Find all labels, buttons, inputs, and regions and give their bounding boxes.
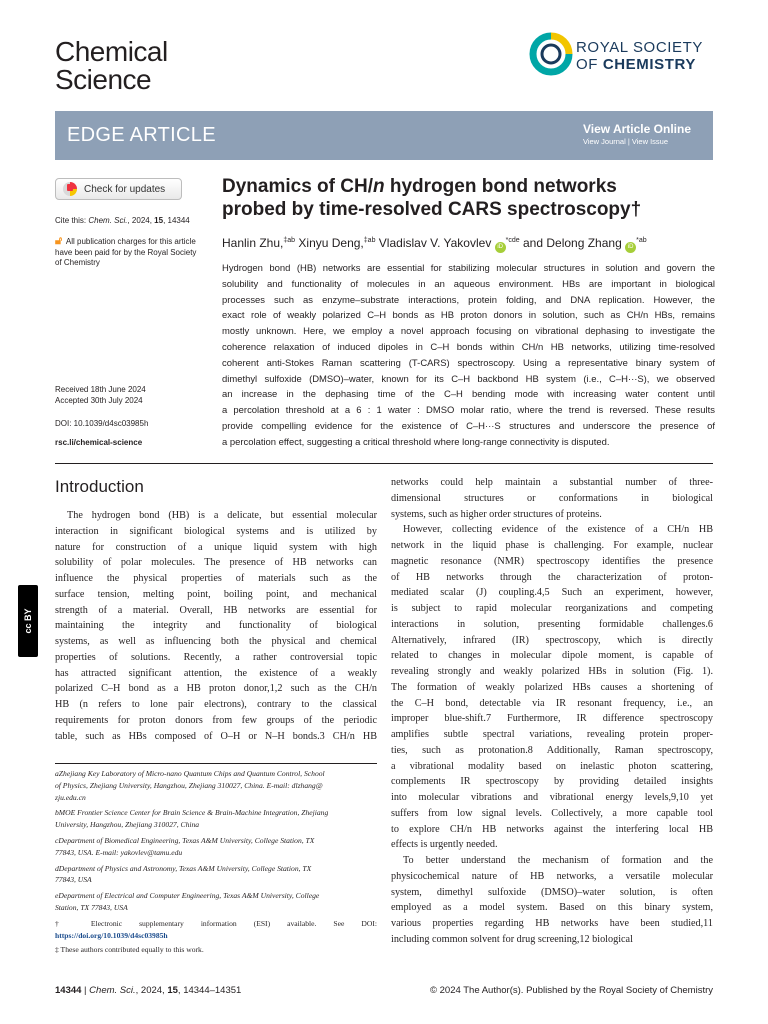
body-text-line: To better understand the mechanism of formation and the — [403, 855, 713, 866]
abstract-line: Hydrogen bond (HB) networks are essential for stabilizing molecular structures in solution and govern the — [222, 263, 715, 274]
footnote-esi — [55, 918, 377, 942]
author-3-affil: *cde — [505, 237, 520, 244]
journal-title — [55, 38, 168, 94]
body-text-line: The formation of weakly polarized HBs causes a shortening of — [391, 681, 713, 693]
abstract-line: a percolation effect, suggesting a critical threshold where long-range connectivity is disputed. — [222, 436, 610, 448]
footnote-affiliation-c — [55, 835, 377, 859]
body-text-line: complements IR spectroscopy by providing detailed insights — [391, 776, 713, 788]
footer-journal: Chem. Sci. — [89, 985, 136, 996]
abstract-line: mostly unknown. Here, we employ a novel approach focusing on vibrational dephasing to investigate the — [222, 326, 715, 338]
open-access-note — [55, 236, 215, 269]
abstract-line: a percolation threshold at a 6 : 1 water : DMSO molar ratio, where the trend is reversed. These results — [222, 405, 715, 417]
body-left-column — [55, 508, 377, 744]
article-type-label: EDGE ARTICLE — [67, 124, 216, 146]
cc-by-icon[interactable] — [18, 585, 38, 657]
orcid-icon[interactable]: iD — [495, 242, 506, 253]
footnote-affiliation-d — [55, 863, 377, 887]
abstract-line: an increase in the dephasing time of the C–H bending mode with increasing water content until — [222, 389, 715, 401]
footer-copyright: © 2024 The Author(s). Published by the Royal Society of Chemistry — [430, 985, 713, 996]
body-text-line: The hydrogen bond (HB) is a delicate, but essential molecular — [67, 510, 377, 521]
body-text-line: HB (n refers to lone pair electrons), contrary to the classical — [55, 699, 377, 710]
paper-title — [222, 175, 712, 221]
body-text-line: systems, as well as influencing both the physical and chemical — [55, 636, 377, 647]
cite-prefix: Cite this: — [55, 216, 89, 225]
body-text-line: to explore CH/n HB networks against the interfering local HB — [391, 823, 713, 835]
author-1[interactable]: Hanlin Zhu, — [222, 236, 284, 250]
body-text-line: various properties regarding HB networks have been studied,11 — [391, 918, 713, 929]
publisher-line1: ROYAL SOCIETY — [576, 39, 703, 56]
abstract-line: dimethyl sulfoxide (DMSO)–water, known for its C–H backbond HB system (i.e., C–H···S), we observed — [222, 373, 715, 385]
body-text-line: surface tension, melting point, boiling point, and mechanical — [55, 588, 377, 600]
accepted-date: Accepted 30th July 2024 — [55, 395, 143, 405]
check-for-updates-button[interactable] — [55, 178, 182, 200]
author-4-affil: *ab — [636, 237, 647, 244]
footnote-line: 77843, USA. E-mail: yakovlev@tamu.edu — [55, 847, 183, 857]
body-text-line: polarized C–H bond as a HB proton donor,1,2 such as the CH/n — [55, 683, 377, 695]
publisher-line2-bold: CHEMISTRY — [602, 56, 696, 73]
abstract-line: coherent anti-Stokes Raman scattering (T-CARS) spectroscopy. Using a representative binary system of — [222, 357, 715, 369]
abstract — [222, 261, 715, 451]
view-article-online-link[interactable]: View Article Online — [582, 122, 691, 136]
author-2[interactable]: Xinyu Deng, — [295, 236, 364, 250]
body-text-line: system, dimethyl sulfoxide (DMSO)–water solution, is often — [391, 886, 713, 898]
author-1-affil: ‡ab — [283, 237, 296, 244]
footnote-divider — [55, 763, 377, 764]
footer-separator: | — [81, 985, 90, 996]
body-text-line: strength of a material. Overall, HB networks are essential for — [55, 604, 377, 616]
title-part1: Dynamics of CH/ — [222, 176, 373, 197]
body-text-line: into molecular vibrations and vibrational energy levels,9,10 yet — [391, 792, 713, 803]
body-text-line: including common solvent for drug screening,12 biological — [391, 933, 633, 945]
body-text-line: ties, such as protonation.8 Additionally, Raman spectroscopy, — [391, 744, 713, 756]
body-text-line: Alternatively, infrared (IR) spectroscopy, which is directly — [391, 634, 713, 646]
cite-year: , 2024, — [127, 216, 155, 225]
citation-info — [55, 216, 215, 227]
footnote-line: bMOE Frontier Science Center for Brain Science & Brain-Machine Integration, Zhejiang — [55, 808, 329, 818]
title-line2: probed by time-resolved CARS spectroscopy† — [222, 199, 642, 220]
footnote-line: aZhejiang Key Laboratory of Micro-nano Quantum Chips and Quantum Control, School — [55, 769, 325, 778]
view-journal-issue-links[interactable]: View Journal | View Issue — [582, 137, 669, 146]
banner-links — [583, 122, 691, 148]
body-text-line: revealing strongly and weakly polarized HBs in solution (Fig. 1). — [391, 666, 713, 677]
footer-volume: 15 — [167, 985, 178, 996]
body-text-line: mediated scalar (J) coupling.4,5 Such an experiment, however, — [391, 587, 713, 599]
footnote-line: 77843, USA — [55, 875, 92, 885]
body-text-line: of HB networks through the characterization of proton- — [391, 571, 713, 583]
body-text-line: solubility of polar molecules. The presence of HB networks can — [55, 557, 377, 569]
body-text-line: nature for construction of a unique liquid system with high — [55, 541, 377, 553]
footnote-equal-contribution: ‡ These authors contributed equally to this work. — [55, 945, 204, 955]
body-text-line: interactions in solution, presenting formidable challenges.6 — [391, 618, 713, 630]
oa-line2: have been paid for by the Royal Society — [55, 247, 197, 257]
body-text-line: has attracted significant attention, the existence of a weakly — [55, 667, 377, 679]
author-2-affil: ‡ab — [363, 237, 376, 244]
author-list — [222, 234, 717, 253]
footnotes — [55, 768, 377, 956]
body-text-line: network in the liquid phase is challenging. For example, nuclear — [391, 540, 713, 551]
body-right-column — [391, 475, 713, 948]
article-dates — [55, 385, 215, 406]
body-text-line: table, such as HBs composed of O–H or N–H bonds.3 CH/n HB — [55, 730, 377, 742]
body-text-line: magnetic resonance (NMR) spectroscopy identifies the presence — [391, 555, 713, 567]
cite-journal: Chem. Sci. — [88, 216, 128, 225]
cc-by-label: cc BY — [23, 608, 33, 634]
body-text-line: improper blue-shift.7 Furthermore, IR difference spectroscopy — [391, 713, 713, 725]
footer-pages: , 14344–14351 — [177, 985, 242, 996]
esi-link[interactable]: https://doi.org/10.1039/d4sc03985h — [55, 930, 168, 940]
footer-year: , 2024, — [135, 985, 168, 996]
body-text-line: requirements for proton donors from few groups of the periodic — [55, 714, 377, 726]
received-date: Received 18th June 2024 — [55, 385, 146, 394]
publisher-line2 — [576, 56, 703, 73]
journal-title-line1: Chemical — [55, 36, 168, 67]
author-4[interactable]: and Delong Zhang — [519, 236, 626, 250]
body-text-line: amplifies subtle spectral variations, revealing protein proper- — [391, 729, 713, 740]
footnote-line: zju.edu.cn — [55, 792, 86, 802]
publisher-line2-prefix: OF — [576, 56, 603, 73]
body-text-line: influence the physical properties of materials such as the — [55, 573, 377, 584]
body-text-line: suffers from low signal levels. Collectively, a more capable tool — [391, 807, 713, 819]
body-text-line: related to changes in molecular dipole moment, is capable of — [391, 650, 713, 662]
abstract-line: solubility and functionality of molecules in an aqueous environment. HBs are important in biological — [222, 278, 715, 290]
abstract-line: provide compelling evidence for the existence of C–H···S structures and underscore the presence of — [222, 420, 715, 432]
body-text-line: interaction in significant biological systems and is utilized by — [55, 525, 377, 537]
abstract-line: exact role of weakly polarized C–H bonds as HB proton donors in solution, such as CH/n HBs, remains — [222, 310, 715, 322]
title-n: n — [372, 176, 385, 197]
body-text-line: the C–H bond, detectable via IR resonant frequency, i.e., an — [391, 697, 713, 709]
body-text-line: properties of solutions. Recently, a rather controversial topic — [55, 651, 377, 663]
body-text-line: is subject to rapid molecular reorganizations and competing — [391, 603, 713, 614]
open-access-icon: 🔓︎ — [55, 235, 63, 247]
rsc-logo-icon — [528, 30, 574, 84]
publisher-name — [576, 40, 703, 73]
body-text-line: a vibrational modality based on inelastic photon scattering, — [391, 760, 713, 772]
footnote-affiliation-a — [55, 768, 377, 803]
title-part2: hydrogen bond networks — [384, 176, 617, 197]
oa-line3: of Chemistry — [55, 258, 100, 268]
cite-pages: , 14344 — [163, 216, 190, 225]
journal-url[interactable]: rsc.li/chemical-science — [55, 438, 143, 447]
journal-title-line2: Science — [55, 64, 152, 95]
orcid-icon[interactable]: iD — [625, 242, 636, 253]
article-type-banner — [55, 111, 713, 160]
footnote-affiliation-e — [55, 890, 377, 914]
body-text-line: networks could help maintain a substantial number of three- — [391, 477, 713, 488]
body-text-line: However, collecting evidence of the existence of a CH/n HB — [403, 524, 713, 536]
footnote-line: eDepartment of Electrical and Computer Engineering, Texas A&M University, College — [55, 891, 320, 901]
body-text-line: physicochemical nature of HB networks, a versatile molecular — [391, 870, 713, 882]
body-text-line: employed as a model system. Based on this binary system, — [391, 902, 713, 914]
footnote-line: of Physics, Zhejiang University, Hangzhou, Zhejiang 310027, China. E-mail: dlzhang@ — [55, 780, 323, 790]
section-divider — [55, 463, 713, 464]
abstract-line: coherence relaxation of induced dipoles in C–H bonds within CH/n HB networks, utilizing time-resolved — [222, 341, 715, 353]
oa-line1: All publication charges for this article — [64, 237, 196, 246]
author-3[interactable]: Vladislav V. Yakovlev — [375, 236, 495, 250]
body-text-line: maintaining the integrity and functionality of biological — [55, 620, 377, 632]
check-for-updates-label: Check for updates — [84, 183, 166, 195]
footnote-affiliation-b — [55, 807, 377, 831]
abstract-line: processes such as enzyme–substrate interactions, protein folding, and DNA replication. However, the — [222, 294, 715, 306]
footer-page-number: 14344 — [55, 985, 82, 996]
body-text-line: effects is urgently needed. — [391, 839, 498, 851]
esi-text: † Electronic supplementary information (ESI) available. See DOI: — [55, 918, 377, 928]
footnote-line: University, Hangzhou, Zhejiang 310027, China — [55, 820, 200, 830]
introduction-heading: Introduction — [55, 477, 144, 496]
body-text-line: dimensional structures or conformations in biological — [391, 492, 713, 504]
footnote-line: dDepartment of Physics and Astronomy, Texas A&M University, College Station, TX — [55, 863, 312, 873]
crossmark-icon — [62, 181, 78, 197]
footer-citation — [55, 985, 241, 997]
doi[interactable]: DOI: 10.1039/d4sc03985h — [55, 419, 149, 428]
footnote-line: cDepartment of Biomedical Engineering, Texas A&M University, College Station, TX — [55, 835, 315, 845]
footnote-line: Station, TX 77843, USA — [55, 902, 128, 912]
body-text-line: systems, such as higher order structures of proteins. — [391, 508, 602, 520]
cite-volume: 15 — [154, 216, 164, 225]
